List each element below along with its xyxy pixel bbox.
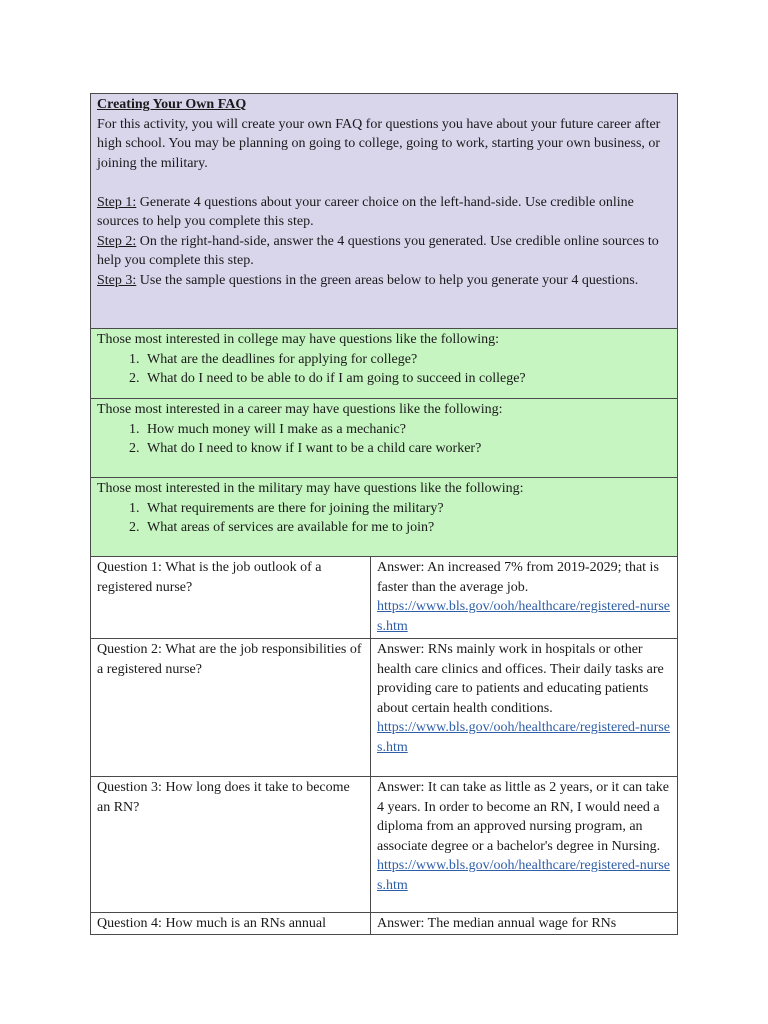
answer-text: Answer: An increased 7% from 2019-2029; that is faster than the average job. bbox=[377, 560, 659, 595]
sample-list bbox=[97, 499, 671, 538]
source-link[interactable]: https://www.bls.gov/ooh/healthcare/registered-nurses.htm bbox=[377, 599, 671, 634]
step-2 bbox=[97, 232, 671, 271]
answer-2-cell bbox=[371, 639, 678, 777]
sample-heading: Those most interested in college may have questions like the following: bbox=[97, 332, 500, 347]
table-row bbox=[91, 639, 678, 777]
answer-text: Answer: RNs mainly work in hospitals or other health care clinics and offices. Their daily tasks are providing care to patients and educating patients about certain health conditions. bbox=[377, 642, 664, 716]
step-1 bbox=[97, 193, 671, 232]
career-sample-cell bbox=[91, 399, 678, 478]
source-link[interactable]: https://www.bls.gov/ooh/healthcare/registered-nurses.htm bbox=[377, 720, 671, 755]
step-3 bbox=[97, 271, 671, 291]
question-2-cell: Question 2: What are the job responsibilities of a registered nurse? bbox=[91, 639, 371, 777]
military-sample-cell bbox=[91, 478, 678, 557]
source-link[interactable]: https://www.bls.gov/ooh/healthcare/registered-nurses.htm bbox=[377, 858, 671, 893]
question-4-cell: Question 4: How much is an RNs annual bbox=[91, 913, 371, 935]
question-1-cell: Question 1: What is the job outlook of a registered nurse? bbox=[91, 557, 371, 639]
list-item: 1. What are the deadlines for applying for college? bbox=[143, 350, 671, 370]
instructions-cell bbox=[91, 94, 678, 329]
table-row bbox=[91, 913, 678, 935]
sample-heading: Those most interested in the military may have questions like the following: bbox=[97, 481, 524, 496]
step-2-text: On the right-hand-side, answer the 4 questions you generated. Use credible online sources to help you complete this step. bbox=[97, 233, 659, 268]
answer-1-cell bbox=[371, 557, 678, 639]
step-3-text: Use the sample questions in the green areas below to help you generate your 4 questions. bbox=[136, 272, 639, 288]
question-3-cell: Question 3: How long does it take to become an RN? bbox=[91, 777, 371, 913]
college-sample-cell bbox=[91, 329, 678, 399]
step-3-label: Step 3: bbox=[97, 272, 137, 288]
step-1-label: Step 1: bbox=[97, 194, 137, 210]
sample-list bbox=[97, 350, 671, 389]
list-item: 2. What do I need to know if I want to be a child care worker? bbox=[143, 439, 671, 459]
list-item: 1. How much money will I make as a mechanic? bbox=[143, 420, 671, 440]
step-2-label: Step 2: bbox=[97, 233, 137, 249]
document-title: Creating Your Own FAQ bbox=[97, 97, 247, 112]
step-1-text: Generate 4 questions about your career choice on the left-hand-side. Use credible online sources to help you complete this step. bbox=[97, 194, 634, 229]
answer-text: Answer: The median annual wage for RNs bbox=[377, 916, 617, 931]
list-item: 1. What requirements are there for joining the military? bbox=[143, 499, 671, 519]
answer-text: Answer: It can take as little as 2 years, or it can take 4 years. In order to become an RN, I would need a diploma from an approved nursing program, an associate degree or a bachelor's degree in Nursing. bbox=[377, 780, 669, 854]
table-row bbox=[91, 557, 678, 639]
table-row bbox=[91, 777, 678, 913]
list-item: 2. What do I need to be able to do if I am going to succeed in college? bbox=[143, 369, 671, 389]
list-item: 2. What areas of services are available for me to join? bbox=[143, 518, 671, 538]
answer-4-cell bbox=[371, 913, 678, 935]
sample-heading: Those most interested in a career may have questions like the following: bbox=[97, 402, 503, 417]
sample-list bbox=[97, 420, 671, 459]
faq-table bbox=[90, 93, 678, 935]
intro-paragraph: For this activity, you will create your own FAQ for questions you have about your future career after high school. You may be planning on going to college, going to work, starting your own business, or joining the military. bbox=[97, 116, 661, 171]
answer-3-cell bbox=[371, 777, 678, 913]
